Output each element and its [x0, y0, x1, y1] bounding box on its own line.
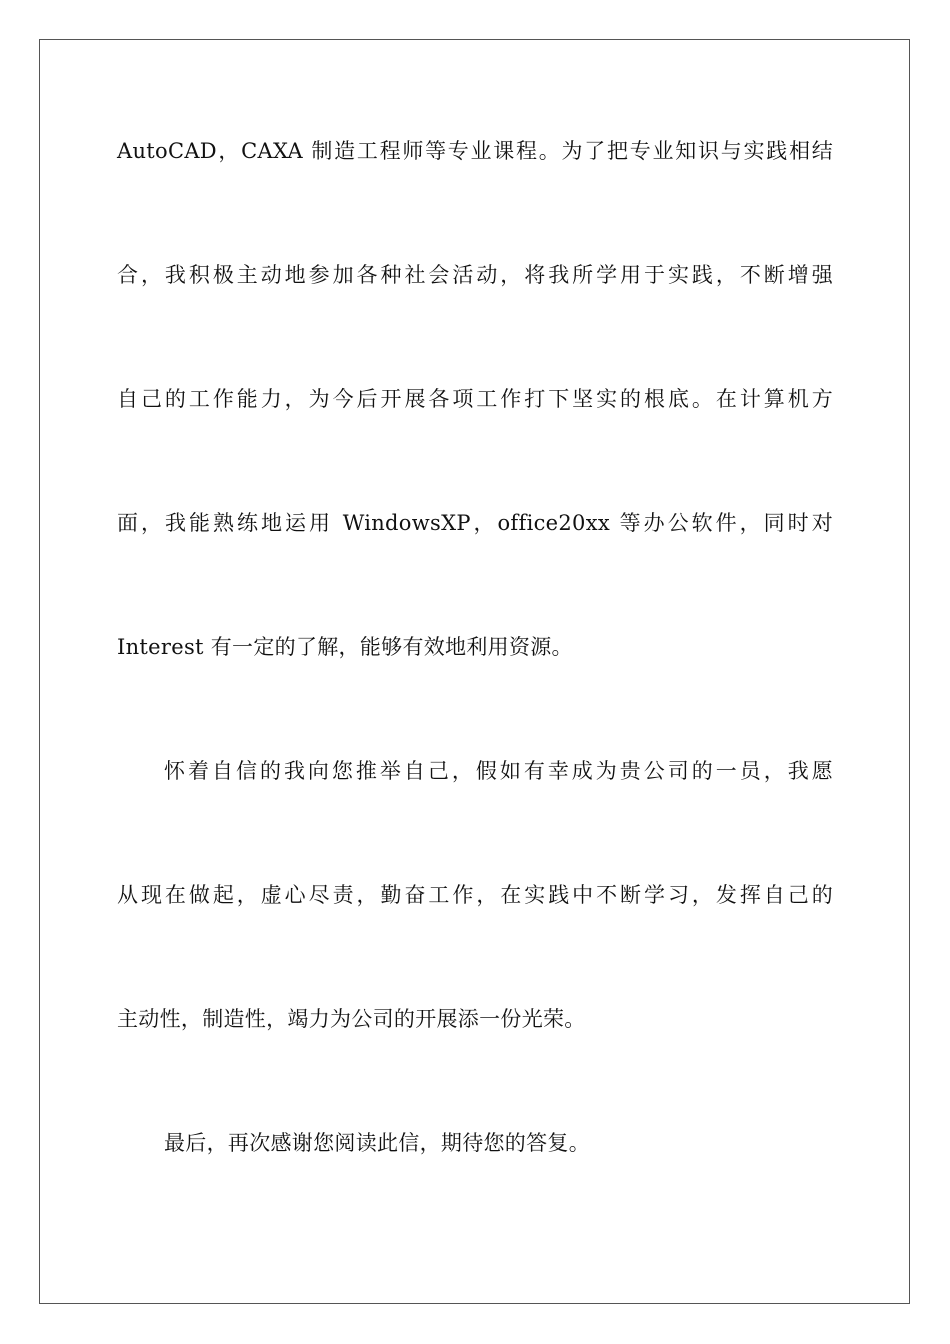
paragraph-line: 怀着自信的我向您推举自己，假如有幸成为贵公司的一员，我愿: [164, 759, 833, 783]
paragraph-line: 主动性，制造性，竭力为公司的开展添一份光荣。: [117, 1007, 586, 1031]
page-border: [39, 39, 910, 1304]
paragraph-line: AutoCAD，CAXA 制造工程师等专业课程。为了把专业知识与实践相结: [117, 139, 833, 163]
paragraph-line: 从现在做起，虚心尽责，勤奋工作，在实践中不断学习，发挥自己的: [117, 883, 833, 907]
paragraph-line: 最后，再次感谢您阅读此信，期待您的答复。: [164, 1131, 590, 1155]
paragraph-line: Interest 有一定的了解，能够有效地利用资源。: [117, 635, 573, 659]
paragraph-line: 合，我积极主动地参加各种社会活动，将我所学用于实践，不断增强: [117, 263, 833, 287]
paragraph-line: 面，我能熟练地运用 WindowsXP，office20xx 等办公软件，同时对: [117, 511, 833, 535]
paragraph-line: 自己的工作能力，为今后开展各项工作打下坚实的根底。在计算机方: [117, 387, 833, 411]
